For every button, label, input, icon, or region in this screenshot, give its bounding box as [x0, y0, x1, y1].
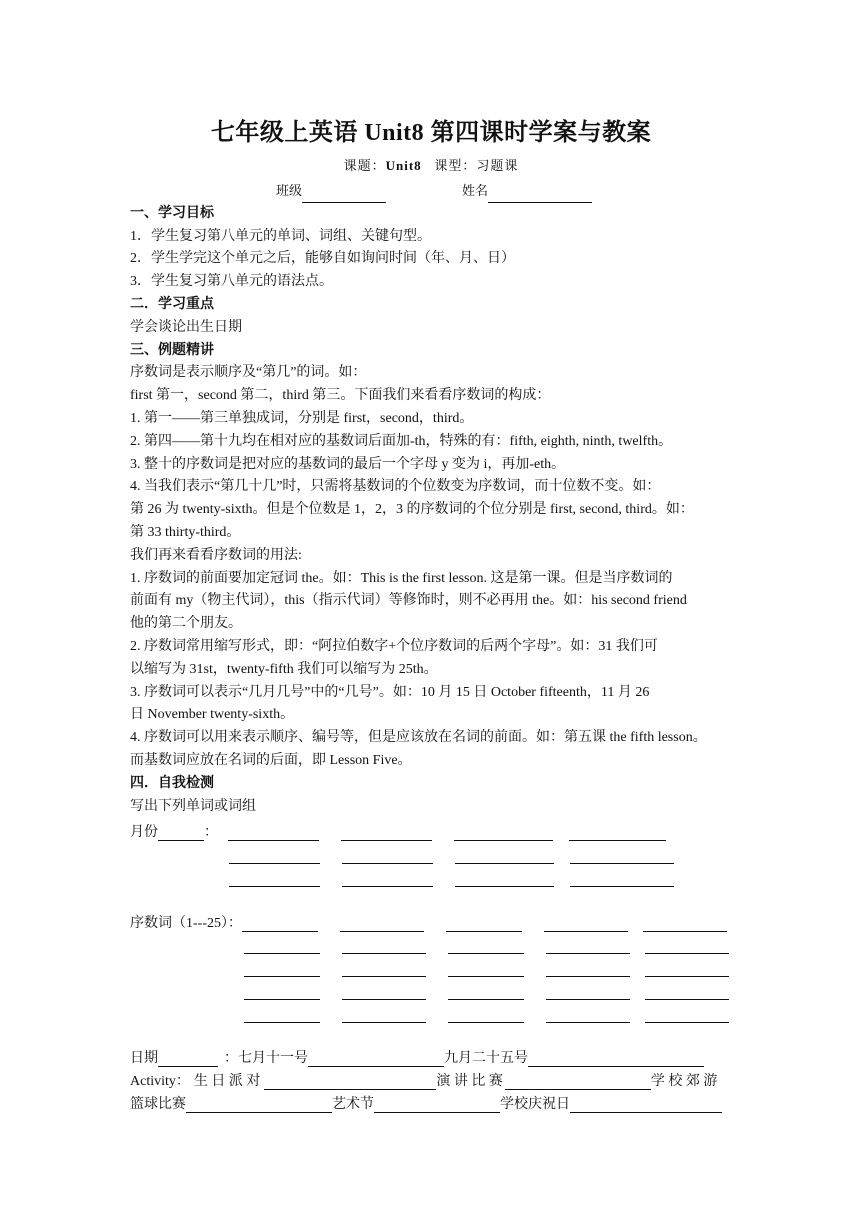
months-row — [130, 864, 732, 887]
explanation-line: 第 26 为 twenty-sixth。但是个位数是 1，2，3 的序数词的个位分别是 first, second, third。如： — [130, 502, 694, 518]
answer-blank[interactable] — [454, 826, 553, 841]
date-row — [130, 1045, 732, 1068]
answer-blank[interactable] — [448, 939, 524, 954]
months-row — [130, 818, 732, 841]
answer-blank[interactable] — [570, 1098, 722, 1113]
answer-blank[interactable] — [448, 1008, 524, 1023]
explanation-line: 1. 序数词的前面要加定冠词 the。如：This is the first lesson. 这是第一课。但是当序数词的 — [130, 570, 673, 586]
section-4-heading: 四．自我检测 — [130, 775, 214, 791]
explanation-line: 2. 第四——第十九均在相对应的基数词后面加-th，特殊的有：fifth, eighth, ninth, twelfth。 — [130, 433, 673, 449]
answer-blank[interactable] — [308, 1052, 444, 1067]
answer-blank[interactable] — [186, 1098, 332, 1113]
answer-blank[interactable] — [455, 849, 554, 864]
answer-blank[interactable] — [229, 849, 320, 864]
answer-blank[interactable] — [546, 939, 630, 954]
answer-blank[interactable] — [342, 872, 433, 887]
explanation-line: 3. 序数词可以表示“几月几号”中的“几号”。如：10 月 15 日 October fifteenth，11 月 26 — [130, 684, 650, 700]
explanation-line: 前面有 my（物主代词），this（指示代词）等修饰时，则不必再用 the。如：his second friend — [130, 593, 687, 609]
subtitle-line — [130, 155, 732, 174]
months-row — [130, 841, 732, 864]
date-label: 日期 — [130, 1051, 158, 1067]
answer-blank[interactable] — [455, 872, 554, 887]
activity-item-6: 学校庆祝日 — [500, 1097, 570, 1113]
activity-label: Activity： — [130, 1074, 190, 1090]
answer-blank[interactable] — [528, 1052, 704, 1067]
answer-blank[interactable] — [341, 826, 432, 841]
objective-item: 2．学生学完这个单元之后，能够自如询问时间（年、月、日） — [130, 251, 515, 267]
activity-item-3: 学 校 郊 游 — [650, 1074, 718, 1090]
answer-blank[interactable] — [546, 985, 630, 1000]
answer-blank[interactable] — [374, 1098, 500, 1113]
months-label: 月份 — [130, 825, 158, 841]
explanation-line: 日 November twenty-sixth。 — [130, 707, 295, 723]
answer-blank[interactable] — [340, 917, 424, 932]
exercise-instructions: 写出下列单词或词组 — [130, 798, 256, 814]
answer-blank[interactable] — [342, 939, 426, 954]
answer-blank[interactable] — [448, 962, 524, 977]
class-label: 班级 — [276, 183, 303, 198]
answer-blank[interactable] — [643, 917, 727, 932]
section-2-heading: 二．学习重点 — [130, 296, 214, 312]
answer-blank[interactable] — [342, 849, 433, 864]
topic-value: Unit8 — [385, 158, 422, 173]
ordinals-row — [130, 954, 732, 977]
answer-blank[interactable] — [446, 917, 522, 932]
answer-blank[interactable] — [342, 985, 426, 1000]
answer-blank[interactable] — [505, 1075, 651, 1090]
date-item-1: 七月十一号 — [238, 1051, 308, 1067]
ordinals-label: 序数词（1---25）： — [130, 915, 242, 931]
explanation-line: 序数词是表示顺序及“第几”的词。如： — [130, 365, 367, 381]
answer-blank[interactable] — [569, 826, 666, 841]
activity-item-4: 篮球比赛 — [130, 1097, 186, 1113]
class-blank[interactable] — [302, 188, 386, 203]
explanation-line: 4. 序数词可以用来表示顺序、编号等，但是应该放在名词的前面。如：第五课 the fifth lesson。 — [130, 730, 707, 746]
answer-blank[interactable] — [244, 962, 320, 977]
activity-item-5: 艺术节 — [332, 1097, 374, 1113]
explanation-line: 2. 序数词常用缩写形式，即：“阿拉伯数字+个位序数词的后两个字母”。如：31 我们可 — [130, 638, 658, 654]
months-colon: ： — [204, 825, 218, 841]
answer-blank[interactable] — [570, 849, 674, 864]
answer-blank[interactable] — [244, 1008, 320, 1023]
lesson-type: 课型：习题课 — [434, 158, 519, 173]
answer-blank[interactable] — [244, 985, 320, 1000]
date-blank[interactable] — [158, 1052, 218, 1067]
date-colon: ： — [224, 1051, 238, 1067]
objective-item: 1．学生复习第八单元的单词、词组、关键句型。 — [130, 228, 431, 244]
answer-blank[interactable] — [645, 1008, 729, 1023]
section-3-heading: 三、例题精讲 — [130, 342, 214, 358]
explanation-line: 第 33 thirty-third。 — [130, 524, 241, 540]
answer-blank[interactable] — [546, 1008, 630, 1023]
topic-label: 课题： — [343, 158, 386, 173]
objective-item: 3．学生复习第八单元的语法点。 — [130, 274, 333, 290]
explanation-line: 3. 整十的序数词是把对应的基数词的最后一个字母 y 变为 i，再加-eth。 — [130, 456, 566, 472]
worksheet-page — [130, 112, 732, 1113]
ordinals-row — [130, 977, 732, 1000]
student-info-line — [130, 180, 732, 203]
explanation-line: 而基数词应放在名词的后面，即 Lesson Five。 — [130, 752, 412, 768]
answer-blank[interactable] — [229, 872, 320, 887]
date-item-2: 九月二十五号 — [444, 1051, 528, 1067]
answer-blank[interactable] — [546, 962, 630, 977]
page-title: 七年级上英语 Unit8 第四课时学案与教案 — [210, 120, 652, 146]
answer-blank[interactable] — [448, 985, 524, 1000]
ordinals-row — [130, 1000, 732, 1023]
activity-item-2: 演 讲 比 赛 — [436, 1074, 503, 1090]
answer-blank[interactable] — [342, 962, 426, 977]
name-label: 姓名 — [462, 183, 489, 198]
activity-row — [130, 1067, 732, 1090]
explanation-line: 他的第二个朋友。 — [130, 616, 242, 632]
answer-blank[interactable] — [645, 939, 729, 954]
answer-blank[interactable] — [544, 917, 628, 932]
explanation-line: 以缩写为 31st，twenty-fifth 我们可以缩写为 25th。 — [130, 661, 438, 677]
name-blank[interactable] — [488, 188, 592, 203]
months-blank[interactable] — [158, 826, 204, 841]
answer-blank[interactable] — [228, 826, 319, 841]
explanation-line: 我们再来看看序数词的用法: — [130, 547, 302, 563]
answer-blank[interactable] — [264, 1075, 436, 1090]
section-1-heading: 一、学习目标 — [130, 205, 214, 221]
ordinals-row — [130, 932, 732, 955]
activity-row — [130, 1090, 732, 1113]
explanation-line: 1. 第一——第三单独成词，分别是 first，second，third。 — [130, 410, 474, 426]
answer-blank[interactable] — [645, 962, 729, 977]
answer-blank[interactable] — [242, 917, 318, 932]
answer-blank[interactable] — [342, 1008, 426, 1023]
answer-blank[interactable] — [570, 872, 674, 887]
ordinals-row — [130, 909, 732, 932]
explanation-line: 4. 当我们表示“第几十几”时，只需将基数词的个位数变为序数词，而十位数不变。如： — [130, 479, 661, 495]
activity-item-1: 生 日 派 对 — [193, 1074, 261, 1090]
key-point-text: 学会谈论出生日期 — [130, 319, 242, 335]
answer-blank[interactable] — [244, 939, 320, 954]
explanation-line: first 第一，second 第二，third 第三。下面我们来看看序数词的构成： — [130, 388, 551, 404]
answer-blank[interactable] — [645, 985, 729, 1000]
